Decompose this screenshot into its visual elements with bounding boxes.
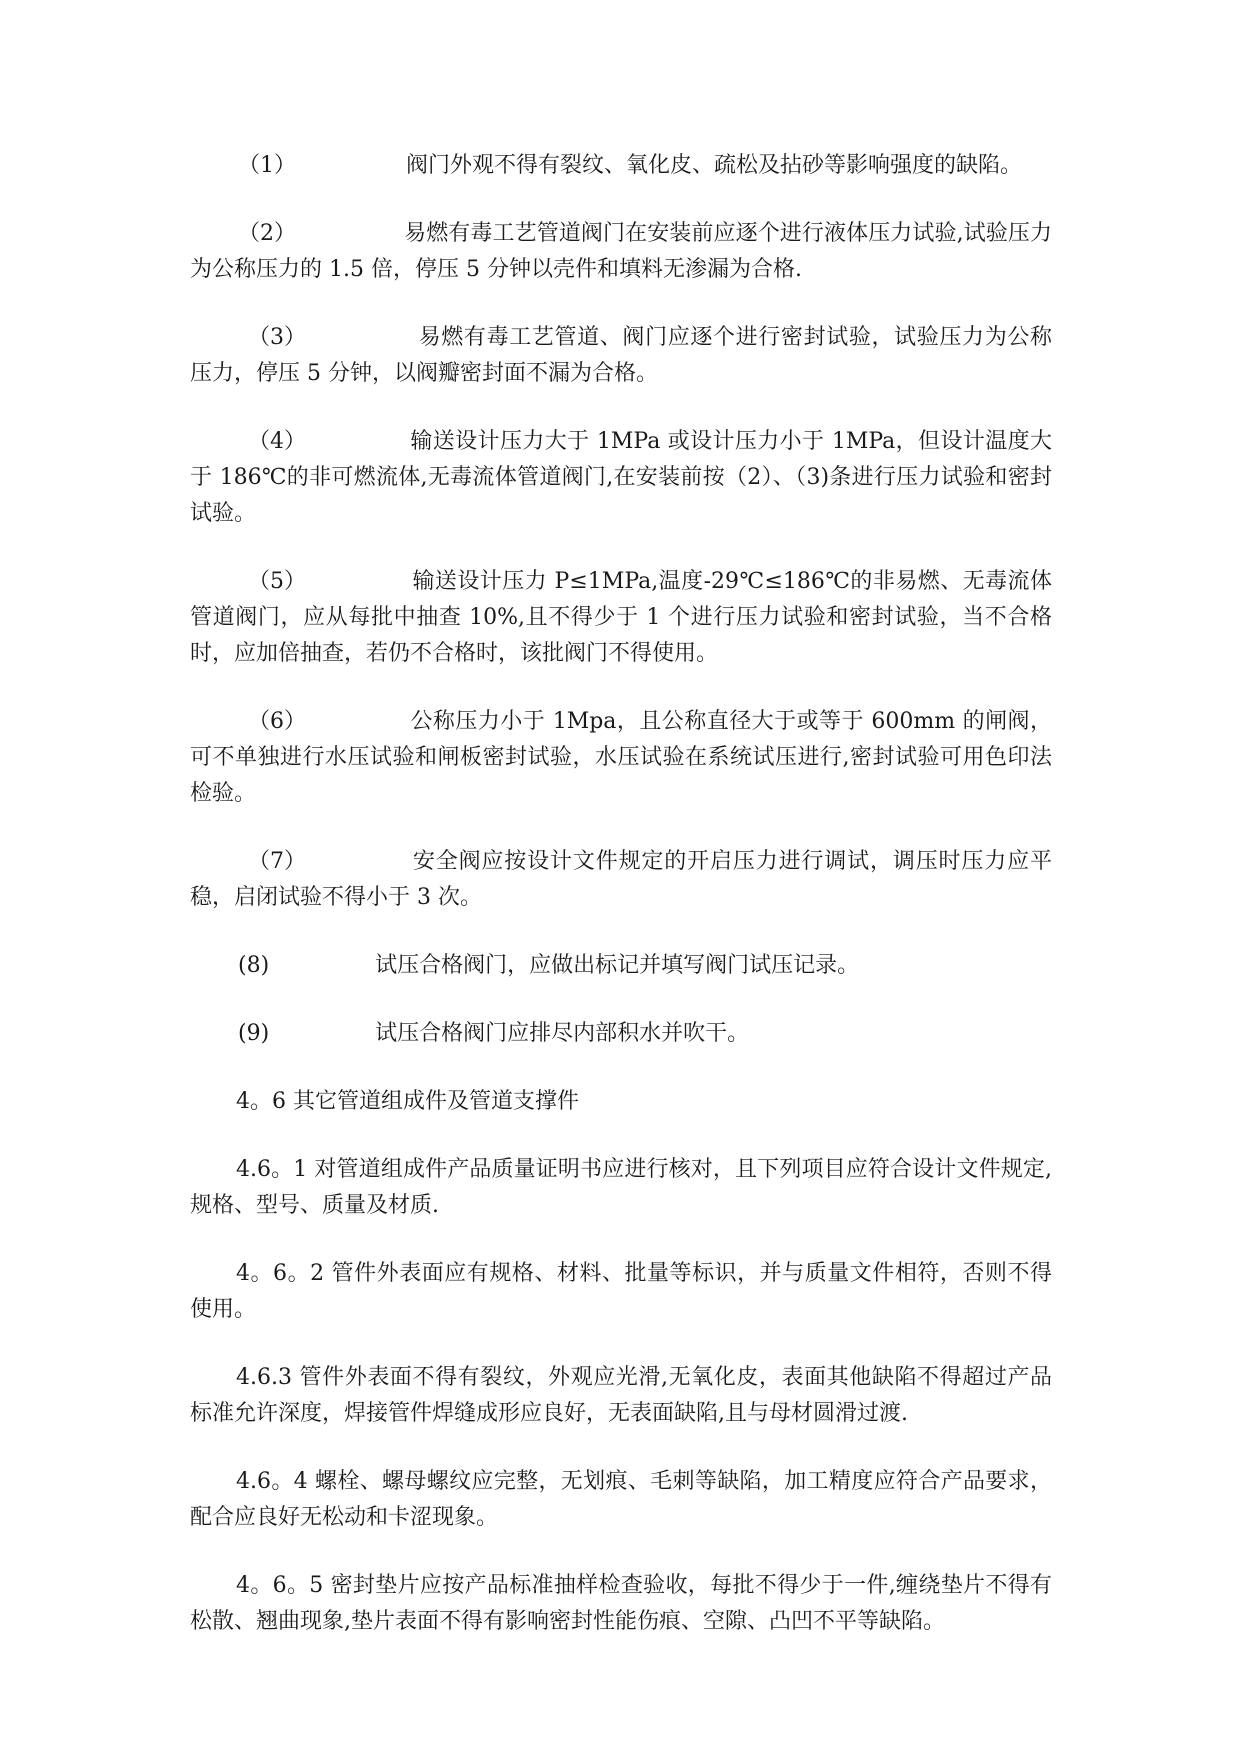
document-page: [190, 148, 1052, 1672]
valve-clause-6: [190, 704, 1052, 812]
clause-text: 试压合格阀门，应做出标记并填写阀门试压记录。: [375, 953, 860, 978]
clause-text: 阀门外观不得有裂纹、氧化皮、疏松及拈砂等影响强度的缺陷。: [406, 153, 1023, 178]
clause-text: 输送设计压力大于 1MPa 或设计压力小于 1MPa，但设计温度大于 186℃的非可燃流体,无毒流体管道阀门,在安装前按（2）、（3)条进行压力试验和密封试验。: [190, 429, 1052, 526]
section-item-4-6-1: 4.6。1 对管道组成件产品质量证明书应进行核对，且下列项目应符合设计文件规定,规格、型号、质量及材质.: [190, 1157, 1052, 1218]
section-item-4-6-2: 4。6。2 管件外表面应有规格、材料、批量等标识，并与质量文件相符，否则不得使用。: [190, 1261, 1052, 1322]
section-item-4-6-4: 4.6。4 螺栓、螺母螺纹应完整，无划痕、毛刺等缺陷，加工精度应符合产品要求，配合应良好无松动和卡涩现象。: [190, 1469, 1052, 1530]
clause-number: (9): [238, 1021, 270, 1046]
valve-clause-5: [190, 564, 1052, 672]
clause-number: （2）: [238, 221, 296, 246]
section-heading: 4。6 其它管道组成件及管道支撑件: [236, 1089, 579, 1114]
clause-text: 易燃有毒工艺管道阀门在安装前应逐个进行液体压力试验,试验压力为公称压力的 1.5 倍，停压 5 分钟以壳件和填料无渗漏为合格.: [190, 221, 1052, 282]
clause-text: 易燃有毒工艺管道、阀门应逐个进行密封试验，试验压力为公称压力，停压 5 分钟，以阀瓣密封面不漏为合格。: [190, 325, 1052, 386]
valve-clause-4: [190, 424, 1052, 532]
valve-clause-7: [190, 844, 1052, 916]
valve-clause-3: [190, 320, 1052, 392]
valve-clause-2: [190, 216, 1052, 288]
clause-number: （3）: [248, 325, 306, 350]
clause-text: 公称压力小于 1Mpa，且公称直径大于或等于 600mm 的闸阀，可不单独进行水压试验和闸板密封试验，水压试验在系统试压进行,密封试验可用色印法检验。: [190, 709, 1052, 806]
valve-clause-9: [190, 1016, 1052, 1052]
section-item-4-6-5: 4。6。5 密封垫片应按产品标准抽样检查验收，每批不得少于一件,缠绕垫片不得有松散、翘曲现象,垫片表面不得有影响密封性能伤痕、空隙、凸凹不平等缺陷。: [190, 1573, 1052, 1634]
clause-text: 试压合格阀门应排尽内部积水并吹干。: [375, 1021, 750, 1046]
clause-text: 安全阀应按设计文件规定的开启压力进行调试，调压时压力应平稳，启闭试验不得小于 3 次。: [190, 849, 1052, 910]
clause-number: （6）: [248, 709, 306, 734]
clause-number: （1）: [238, 153, 296, 178]
clause-text: 输送设计压力 P≤1MPa,温度-29℃≤186℃的非易燃、无毒流体管道阀门，应从每批中抽查 10%,且不得少于 1 个进行压力试验和密封试验，当不合格时，应加倍抽查，若仍不合格时，该批阀门不得使用。: [190, 569, 1052, 666]
valve-clause-8: [190, 948, 1052, 984]
clause-number: (8): [238, 953, 270, 978]
clause-number: （4）: [248, 429, 306, 454]
clause-number: （7）: [248, 849, 306, 874]
clause-number: （5）: [248, 569, 306, 594]
section-item-4-6-3: 4.6.3 管件外表面不得有裂纹，外观应光滑,无氧化皮，表面其他缺陷不得超过产品标准允许深度，焊接管件焊缝成形应良好，无表面缺陷,且与母材圆滑过渡.: [190, 1365, 1052, 1426]
valve-clause-1: [190, 148, 1052, 184]
